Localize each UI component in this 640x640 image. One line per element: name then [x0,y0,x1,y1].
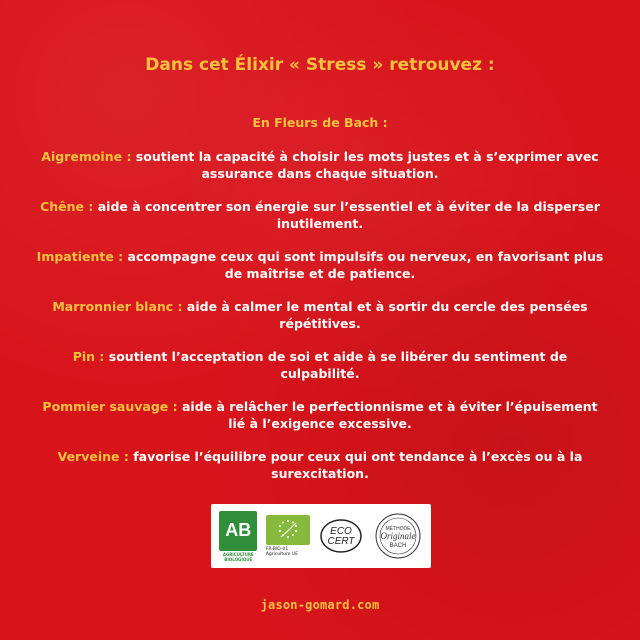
list-item [32,198,608,232]
flower-description: aide à relâcher le perfectionnisme et à éviter l’épuisement lié à l’exigence excessive. [177,399,598,431]
ecocert-text-2: CERT [327,536,355,547]
bach-text-3: BACH [389,543,407,549]
flower-name: Pommier sauvage : [42,399,178,414]
ab-logo [219,511,257,562]
eu-code: FR-BIO-01 [265,547,289,552]
flower-name: Verveine : [57,449,129,464]
flower-list [32,148,608,498]
bach-method-logo [373,511,423,561]
list-item [32,398,608,432]
ecocert-logo [318,513,364,559]
flower-description: favorise l’équilibre pour ceux qui ont tendance à l’excès ou à la surexcitation. [128,449,583,481]
list-item [32,448,608,482]
flower-name: Chêne : [40,199,94,214]
eu-organic-logo [266,515,310,557]
list-item [32,298,608,332]
flower-name: Pin : [72,349,105,364]
flower-description: soutient la capacité à choisir les mots justes et à s’exprimer avec assurance dans chaque situation. [131,149,599,181]
bach-text-2: Originale [380,531,416,541]
list-item [32,248,608,282]
flower-description: aide à concentrer son énergie sur l’essentiel et à éviter de la disperser inutilement. [93,199,600,231]
list-item [32,348,608,382]
flower-name: Marronnier blanc : [52,299,183,314]
flower-name: Impatiente : [36,249,124,264]
ab-logo-mark: AB [219,511,257,551]
flower-description: accompagne ceux qui sont impulsifs ou nerveux, en favorisant plus de maîtrise et de patience. [123,249,604,281]
certification-logos [211,504,431,568]
page-subtitle: En Fleurs de Bach : [252,115,388,130]
ab-caption-line2: BIOLOGIQUE [224,556,253,562]
eu-caption: Agriculture UE [265,552,299,557]
flower-name: Aigremoine : [41,149,132,164]
page-title: Dans cet Élixir « Stress » retrouvez : [145,55,495,75]
ab-caption-line1: AGRICULTURE [222,551,254,557]
bach-text-1: MÉTHODE [385,526,411,532]
website-link[interactable]: jason-gomard.com [260,598,380,612]
ecocert-text-1: ECO [330,526,353,537]
eu-leaf-icon [266,515,310,545]
list-item [32,148,608,182]
flower-description: soutient l’acceptation de soi et aide à se libérer du sentiment de culpabilité. [104,349,568,381]
flower-description: aide à calmer le mental et à sortir du cercle des pensées répétitives. [182,299,588,331]
